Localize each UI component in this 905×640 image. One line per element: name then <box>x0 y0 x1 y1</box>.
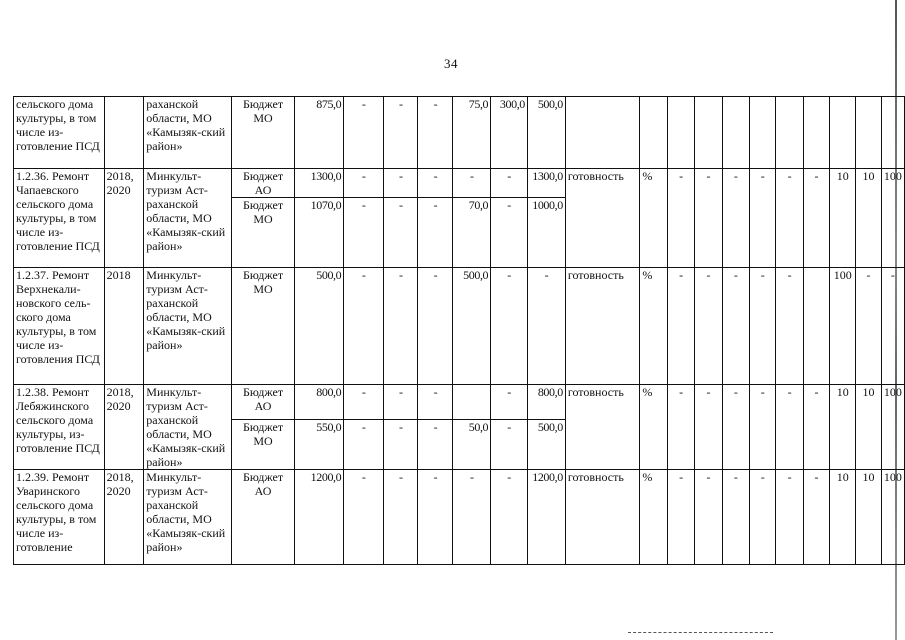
indicator-value-cell-9-text: 100 <box>883 169 902 183</box>
scan-artifact-line <box>628 632 773 636</box>
indicator-value-cell-1 <box>667 470 694 565</box>
indicator-value-cell-3 <box>722 169 749 268</box>
unit-cell <box>640 268 668 385</box>
year-amount-cell-6 <box>527 268 565 385</box>
total-amount-cell-text: 800,0 <box>316 385 342 399</box>
indicator-value-cell-9 <box>881 470 904 565</box>
year-amount-cell-2-text: - <box>398 385 403 399</box>
year-amount-cell-5-text: - <box>507 419 511 434</box>
indicator-value-cell-6-text: - <box>814 470 819 484</box>
year-amount-cell-3-text: - <box>433 385 438 399</box>
year-amount-cell-1-text: - <box>361 470 366 484</box>
year-amount-cell-5 <box>491 470 528 565</box>
indicator-value-cell-6 <box>803 470 829 565</box>
indicator-value-cell-8-text: 10 <box>862 385 875 399</box>
indicator-value-cell-7-text: 10 <box>836 470 849 484</box>
years-cell <box>104 385 144 470</box>
year-amount-cell-2-text: - <box>398 268 403 282</box>
measure-name-cell-text: 1.2.38. Ремонт Лебяжинского сельского дома культуры, из-готовление ПСД <box>16 385 100 455</box>
indicator-value-cell-6-text: - <box>814 169 819 183</box>
indicator-value-cell-1-text: - <box>679 385 684 399</box>
indicator-value-cell-6 <box>803 169 829 268</box>
indicator-value-cell-1 <box>667 385 694 470</box>
year-amount-cell-5 <box>491 419 528 469</box>
indicator-value-cell-5 <box>776 470 803 565</box>
year-amount-cell-2-text: - <box>398 419 403 434</box>
indicator-value-cell-4-text: - <box>760 169 765 183</box>
indicator-value-cell-1-text: - <box>679 470 684 484</box>
indicator-value-cell-5 <box>776 385 803 470</box>
funding-source-cell-text: Бюджет МО <box>243 97 284 125</box>
year-amount-cell-4 <box>453 169 491 198</box>
year-amount-cell-6 <box>527 97 565 169</box>
years-cell <box>104 169 144 268</box>
funding-source-cell <box>232 169 294 198</box>
executor-cell-text: раханской области, МО «Камызяк-ский район» <box>146 97 226 153</box>
years-cell-text: 2018, 2020 <box>106 385 134 413</box>
year-amount-cell-3 <box>418 268 453 385</box>
indicator-value-cell-4-text: - <box>760 470 765 484</box>
funding-source-cell <box>232 470 294 565</box>
indicator-value-cell-2 <box>695 385 722 470</box>
indicator-value-cell-1 <box>667 97 694 169</box>
indicator-value-cell-5 <box>776 97 803 169</box>
year-amount-cell-4-text: 500,0 <box>463 268 489 282</box>
indicator-value-cell-8 <box>856 385 882 470</box>
indicator-value-cell-5 <box>776 268 803 385</box>
year-amount-cell-6 <box>527 385 565 420</box>
funding-source-cell <box>232 198 294 268</box>
total-amount-cell <box>294 198 344 268</box>
executor-cell-text: Минкульт-туризм Аст-раханской области, МО «Камызяк-ский район» <box>146 268 226 352</box>
years-cell <box>104 470 144 565</box>
year-amount-cell-5 <box>491 198 528 268</box>
indicator-value-cell-3-text: - <box>733 470 738 484</box>
indicator-value-cell-9 <box>881 97 904 169</box>
indicator-value-cell-3 <box>722 470 749 565</box>
year-amount-cell-5-text: - <box>507 385 511 399</box>
funding-source-cell-text: Бюджет АО <box>243 470 284 498</box>
unit-cell-text: % <box>642 385 653 399</box>
indicator-value-cell-8 <box>856 169 882 268</box>
executor-cell <box>144 470 232 565</box>
indicator-value-cell-2 <box>695 169 722 268</box>
indicator-value-cell-3-text: - <box>733 268 738 282</box>
year-amount-cell-3 <box>418 97 453 169</box>
year-amount-cell-3 <box>418 419 453 469</box>
indicator-value-cell-6 <box>803 268 829 385</box>
measure-name-cell <box>14 97 105 169</box>
executor-cell-text: Минкульт-туризм Аст-раханской области, МО «Камызяк-ский район» <box>146 470 226 554</box>
year-amount-cell-4-text: - <box>469 470 474 484</box>
funding-source-cell-text: Бюджет МО <box>243 268 284 296</box>
total-amount-cell <box>294 169 344 198</box>
executor-cell <box>144 97 232 169</box>
executor-cell-text: Минкульт-туризм Аст-раханской области, МО «Камызяк-ский район» <box>146 169 226 253</box>
year-amount-cell-1 <box>344 97 384 169</box>
year-amount-cell-4-text: - <box>469 169 474 183</box>
indicator-value-cell-4 <box>750 385 776 470</box>
indicator-value-cell-1 <box>667 169 694 268</box>
indicator-cell <box>565 470 640 565</box>
year-amount-cell-3-text: - <box>433 169 438 183</box>
indicator-value-cell-7-text: 10 <box>836 169 849 183</box>
indicator-value-cell-9-text: - <box>890 268 895 282</box>
year-amount-cell-6-text: - <box>544 268 549 282</box>
year-amount-cell-3 <box>418 385 453 420</box>
total-amount-cell-text: 500,0 <box>316 268 342 282</box>
year-amount-cell-4-text: 70,0 <box>468 198 489 212</box>
indicator-value-cell-8-text: - <box>866 268 871 282</box>
indicator-value-cell-3 <box>722 268 749 385</box>
indicator-value-cell-2-text: - <box>706 268 711 282</box>
year-amount-cell-1 <box>344 385 384 420</box>
executor-cell <box>144 169 232 268</box>
indicator-value-cell-7 <box>830 268 856 385</box>
indicator-cell <box>565 268 640 385</box>
indicator-value-cell-8-text: 10 <box>862 169 875 183</box>
total-amount-cell <box>294 470 344 565</box>
year-amount-cell-1-text: - <box>361 169 366 183</box>
indicator-value-cell-8 <box>856 470 882 565</box>
year-amount-cell-3 <box>418 169 453 198</box>
unit-cell-text: % <box>642 470 653 484</box>
indicator-value-cell-1-text: - <box>679 169 684 183</box>
indicator-value-cell-4 <box>750 268 776 385</box>
year-amount-cell-5 <box>491 385 528 420</box>
measure-name-cell <box>14 169 105 268</box>
year-amount-cell-6-text: 500,0 <box>537 419 563 434</box>
year-amount-cell-4 <box>453 268 491 385</box>
year-amount-cell-4 <box>453 198 491 268</box>
year-amount-cell-6-text: 1200,0 <box>532 470 563 484</box>
indicator-cell-text: готовность <box>567 470 624 484</box>
year-amount-cell-5-text: - <box>507 268 511 282</box>
executor-cell-text: Минкульт-туризм Аст-раханской области, МО «Камызяк-ский район» <box>146 385 226 469</box>
year-amount-cell-4 <box>453 470 491 565</box>
year-amount-cell-3-text: - <box>433 198 438 212</box>
indicator-value-cell-5-text: - <box>787 470 792 484</box>
indicator-value-cell-4 <box>750 470 776 565</box>
year-amount-cell-3-text: - <box>433 470 438 484</box>
total-amount-cell <box>294 268 344 385</box>
indicator-value-cell-3 <box>722 97 749 169</box>
funding-source-cell <box>232 385 294 420</box>
year-amount-cell-6-text: 1300,0 <box>532 169 563 183</box>
year-amount-cell-6 <box>527 419 565 469</box>
indicator-value-cell-9-text: 100 <box>883 470 902 484</box>
year-amount-cell-5-text: - <box>507 169 511 183</box>
year-amount-cell-1 <box>344 470 384 565</box>
unit-cell-text: % <box>642 169 653 183</box>
year-amount-cell-3-text: - <box>433 268 438 282</box>
year-amount-cell-2 <box>384 385 418 420</box>
total-amount-cell-text: 875,0 <box>316 97 342 111</box>
table-row <box>14 169 905 198</box>
year-amount-cell-2 <box>384 268 418 385</box>
measure-name-cell-text: 1.2.36. Ремонт Чапаевского сельского дома культуры, в том числе из-готовление ПСД <box>16 169 100 253</box>
program-table <box>13 96 905 565</box>
unit-cell <box>640 169 668 268</box>
indicator-cell-text: готовность <box>567 268 624 282</box>
years-cell-text: 2018, 2020 <box>106 470 134 498</box>
year-amount-cell-6-text: 800,0 <box>537 385 563 399</box>
year-amount-cell-2 <box>384 419 418 469</box>
indicator-value-cell-2 <box>695 97 722 169</box>
unit-cell <box>640 470 668 565</box>
indicator-value-cell-3-text: - <box>733 385 738 399</box>
years-cell-text: 2018, 2020 <box>106 169 134 197</box>
indicator-value-cell-9 <box>881 385 904 470</box>
measure-name-cell-text: сельского дома культуры, в том числе из-готовление ПСД <box>16 97 100 153</box>
indicator-value-cell-8 <box>856 97 882 169</box>
measure-name-cell-text: 1.2.39. Ремонт Уваринского сельского дома культуры, в том числе из-готовление <box>16 470 97 554</box>
indicator-cell <box>565 97 640 169</box>
year-amount-cell-1 <box>344 419 384 469</box>
indicator-cell-text: готовность <box>567 385 624 399</box>
year-amount-cell-5-text: 300,0 <box>499 97 525 111</box>
indicator-value-cell-7 <box>830 470 856 565</box>
funding-source-cell-text: Бюджет МО <box>243 198 284 226</box>
year-amount-cell-4-text: 50,0 <box>468 419 489 434</box>
funding-source-cell <box>232 97 294 169</box>
measure-name-cell <box>14 268 105 385</box>
year-amount-cell-4-text: 75,0 <box>468 97 489 111</box>
table-row <box>14 385 905 420</box>
year-amount-cell-2 <box>384 198 418 268</box>
year-amount-cell-4 <box>453 419 491 469</box>
year-amount-cell-1-text: - <box>361 385 366 399</box>
indicator-value-cell-4-text: - <box>760 268 765 282</box>
indicator-value-cell-2-text: - <box>706 470 711 484</box>
year-amount-cell-4 <box>453 97 491 169</box>
page-number: 34 <box>444 56 458 71</box>
indicator-value-cell-9-text: 100 <box>883 385 902 399</box>
indicator-value-cell-5-text: - <box>787 268 792 282</box>
total-amount-cell <box>294 97 344 169</box>
year-amount-cell-2-text: - <box>398 97 403 111</box>
year-amount-cell-3-text: - <box>433 97 438 111</box>
year-amount-cell-2-text: - <box>398 169 403 183</box>
indicator-value-cell-6 <box>803 385 829 470</box>
executor-cell <box>144 268 232 385</box>
year-amount-cell-5-text: - <box>507 198 511 212</box>
years-cell <box>104 97 144 169</box>
total-amount-cell <box>294 385 344 420</box>
table-row <box>14 97 905 169</box>
indicator-value-cell-7-text: 100 <box>833 268 852 282</box>
table-row <box>14 268 905 385</box>
year-amount-cell-5 <box>491 169 528 198</box>
year-amount-cell-2-text: - <box>398 198 403 212</box>
indicator-value-cell-3 <box>722 385 749 470</box>
indicator-value-cell-1 <box>667 268 694 385</box>
total-amount-cell-text: 550,0 <box>316 419 342 434</box>
measure-name-cell-text: 1.2.37. Ремонт Верхнекали-новского сель-ского дома культуры, в том числе из-готовления ПСД <box>16 268 100 366</box>
year-amount-cell-6-text: 1000,0 <box>532 198 563 212</box>
total-amount-cell-text: 1200,0 <box>310 470 342 484</box>
year-amount-cell-3 <box>418 470 453 565</box>
indicator-cell <box>565 169 640 268</box>
funding-source-cell-text: Бюджет АО <box>243 385 284 413</box>
measure-name-cell <box>14 385 105 470</box>
year-amount-cell-5-text: - <box>507 470 511 484</box>
indicator-value-cell-2 <box>695 268 722 385</box>
indicator-cell-text: готовность <box>567 169 624 183</box>
year-amount-cell-3-text: - <box>433 419 438 434</box>
total-amount-cell <box>294 419 344 469</box>
year-amount-cell-6 <box>527 169 565 198</box>
year-amount-cell-2 <box>384 470 418 565</box>
year-amount-cell-5 <box>491 97 528 169</box>
year-amount-cell-2 <box>384 169 418 198</box>
indicator-value-cell-4 <box>750 169 776 268</box>
year-amount-cell-2-text: - <box>398 470 403 484</box>
year-amount-cell-6-text: 500,0 <box>537 97 563 111</box>
year-amount-cell-1-text: - <box>361 268 366 282</box>
indicator-value-cell-7 <box>830 169 856 268</box>
year-amount-cell-1 <box>344 198 384 268</box>
indicator-value-cell-6-text: - <box>814 385 819 399</box>
total-amount-cell-text: 1070,0 <box>310 198 342 212</box>
years-cell-text: 2018 <box>106 268 131 282</box>
year-amount-cell-1 <box>344 268 384 385</box>
year-amount-cell-5 <box>491 268 528 385</box>
year-amount-cell-4 <box>453 385 491 420</box>
indicator-value-cell-6 <box>803 97 829 169</box>
year-amount-cell-6 <box>527 470 565 565</box>
indicator-value-cell-3-text: - <box>733 169 738 183</box>
funding-source-cell <box>232 419 294 469</box>
indicator-value-cell-9 <box>881 268 904 385</box>
indicator-value-cell-5-text: - <box>787 169 792 183</box>
years-cell <box>104 268 144 385</box>
unit-cell <box>640 385 668 470</box>
indicator-value-cell-8 <box>856 268 882 385</box>
indicator-value-cell-9 <box>881 169 904 268</box>
year-amount-cell-1-text: - <box>361 419 366 434</box>
indicator-value-cell-5-text: - <box>787 385 792 399</box>
measure-name-cell <box>14 470 105 565</box>
indicator-value-cell-2 <box>695 470 722 565</box>
indicator-value-cell-1-text: - <box>679 268 684 282</box>
total-amount-cell-text: 1300,0 <box>310 169 342 183</box>
year-amount-cell-6 <box>527 198 565 268</box>
indicator-value-cell-4 <box>750 97 776 169</box>
indicator-value-cell-4-text: - <box>760 385 765 399</box>
unit-cell <box>640 97 668 169</box>
indicator-value-cell-2-text: - <box>706 385 711 399</box>
year-amount-cell-3 <box>418 198 453 268</box>
unit-cell-text: % <box>642 268 653 282</box>
indicator-value-cell-5 <box>776 169 803 268</box>
year-amount-cell-1-text: - <box>361 198 366 212</box>
year-amount-cell-2 <box>384 97 418 169</box>
indicator-cell <box>565 385 640 470</box>
indicator-value-cell-7-text: 10 <box>836 385 849 399</box>
indicator-value-cell-8-text: 10 <box>862 470 875 484</box>
year-amount-cell-1 <box>344 169 384 198</box>
year-amount-cell-1-text: - <box>361 97 366 111</box>
funding-source-cell <box>232 268 294 385</box>
indicator-value-cell-7 <box>830 97 856 169</box>
table-row <box>14 470 905 565</box>
funding-source-cell-text: Бюджет МО <box>243 419 284 448</box>
executor-cell <box>144 385 232 470</box>
funding-source-cell-text: Бюджет АО <box>243 169 284 197</box>
indicator-value-cell-7 <box>830 385 856 470</box>
indicator-value-cell-2-text: - <box>706 169 711 183</box>
